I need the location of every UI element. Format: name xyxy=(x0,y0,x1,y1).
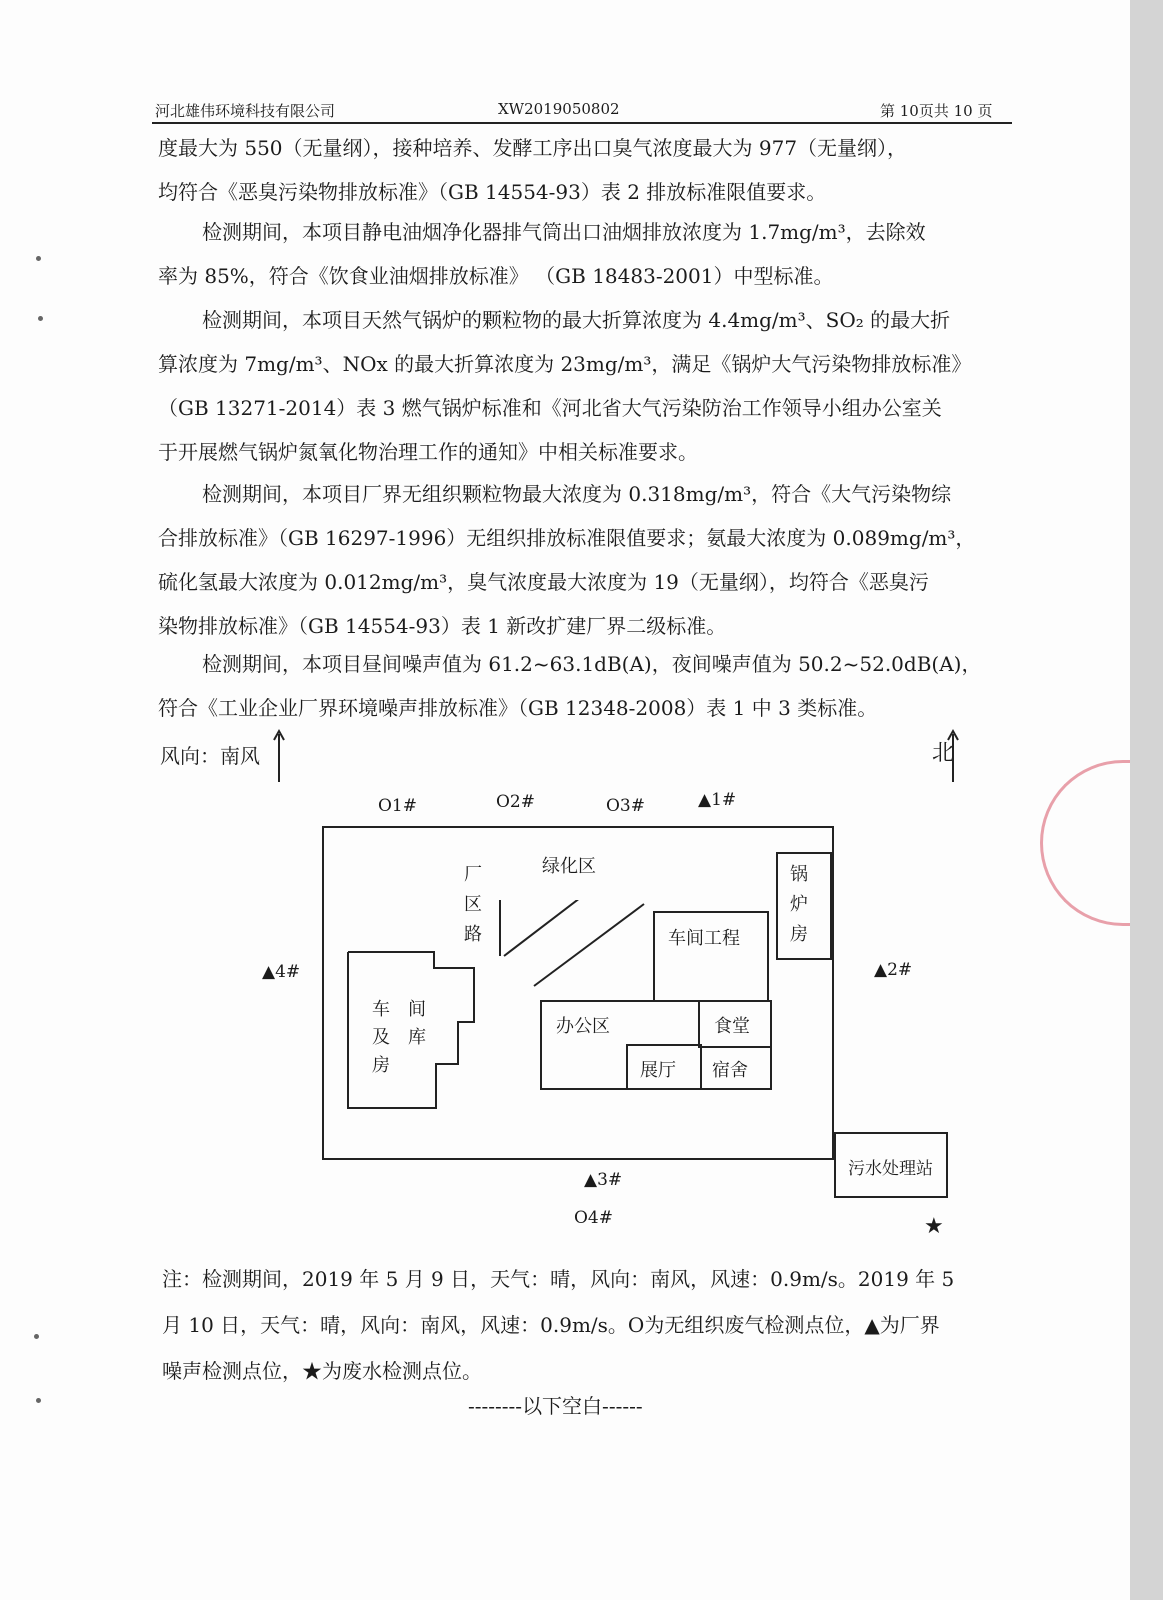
text-line: 算浓度为 7mg/m³、NOx 的最大折算浓度为 23mg/m³，满足《锅炉大气污染物排放标准》 xyxy=(158,352,972,376)
text-line: 月 10 日，天气：晴，风向：南风，风速：0.9m/s。O为无组织废气检测点位，▲为厂界 xyxy=(162,1313,940,1337)
north-arrow-icon xyxy=(946,728,960,784)
text-line: （GB 13271-2014）表 3 燃气锅炉标准和《河北省大气污染防治工作领导小组办公室关 xyxy=(158,396,942,420)
green-area-label: 绿化区 xyxy=(542,856,596,877)
diagram-note xyxy=(162,1256,1022,1394)
scan-speck xyxy=(38,316,43,321)
text-line: 注：检测期间，2019 年 5 月 9 日，天气：晴，风向：南风，风速：0.9m/s。2019 年 5 xyxy=(162,1267,955,1291)
fugitive-gas-point-1: O1# xyxy=(378,796,417,816)
plant-road-label: 厂区路 xyxy=(464,864,482,945)
warehouse-label-line: 房 xyxy=(372,1055,390,1076)
office-area-label: 办公区 xyxy=(556,1016,610,1037)
text-line: 检测期间，本项目天然气锅炉的颗粒物的最大折算浓度为 4.4mg/m³、SO₂ 的最大折 xyxy=(202,308,951,332)
wastewater-point-star-icon: ★ xyxy=(924,1214,944,1239)
wind-arrow-icon xyxy=(272,728,286,784)
text-line: 率为 85%，符合《饮食业油烟排放标准》 （GB 18483-2001）中型标准。 xyxy=(158,264,834,288)
text-line: 染物排放标准》（GB 14554-93）表 1 新改扩建厂界二级标准。 xyxy=(158,614,727,638)
text-line: 合排放标准》（GB 16297-1996）无组织排放标准限值要求；氨最大浓度为 0.089mg/m³， xyxy=(158,526,976,550)
seal-stamp xyxy=(1040,760,1133,926)
end-marker: --------以下空白------ xyxy=(468,1394,643,1418)
text-line: 硫化氢最大浓度为 0.012mg/m³，臭气浓度最大浓度为 19（无量纲），均符合《恶臭污 xyxy=(158,570,929,594)
text-line: 于开展燃气锅炉氮氧化物治理工作的通知》中相关标准要求。 xyxy=(158,440,698,464)
text-line: 检测期间，本项目昼间噪声值为 61.2~63.1dB(A)，夜间噪声值为 50.2~52.0dB(A)， xyxy=(202,652,982,676)
text-line: 均符合《恶臭污染物排放标准》（GB 14554-93）表 2 排放标准限值要求。 xyxy=(158,180,827,204)
warehouse-label xyxy=(372,996,426,1080)
scan-speck xyxy=(34,1334,39,1339)
workshop-label: 车间工程 xyxy=(668,928,740,949)
paragraph-odor xyxy=(158,126,1018,214)
text-line: 度最大为 550（无量纲），接种培养、发酵工序出口臭气浓度最大为 977（无量纲）， xyxy=(158,136,908,160)
sewage-station-label: 污水处理站 xyxy=(848,1159,933,1179)
warehouse-label-line: 及 库 xyxy=(372,1027,426,1048)
paragraph-fugitive xyxy=(158,472,1018,648)
noise-point-4: ▲4# xyxy=(262,962,301,982)
text-line: 噪声检测点位，★为废水检测点位。 xyxy=(162,1359,482,1383)
north-label: 北 xyxy=(932,741,955,766)
text-line: 符合《工业企业厂界环境噪声排放标准》（GB 12348-2008）表 1 中 3 类标准。 xyxy=(158,696,878,720)
header-company: 河北雄伟环境科技有限公司 xyxy=(155,102,336,120)
warehouse-label-line: 车 间 xyxy=(372,999,426,1020)
fugitive-gas-point-3: O3# xyxy=(606,796,645,816)
text-line: 检测期间，本项目厂界无组织颗粒物最大浓度为 0.318mg/m³，符合《大气污染物综 xyxy=(202,482,952,506)
fugitive-gas-point-4: O4# xyxy=(574,1208,613,1228)
boiler-room-label: 锅炉房 xyxy=(790,864,808,945)
paragraph-oil-fume xyxy=(158,210,1018,298)
scan-edge xyxy=(1130,0,1163,1600)
exhibition-hall-label: 展厅 xyxy=(640,1060,676,1081)
paragraph-boiler xyxy=(158,298,1018,474)
noise-point-3: ▲3# xyxy=(584,1170,623,1190)
header-rule xyxy=(152,122,1012,124)
fugitive-gas-point-2: O2# xyxy=(496,792,535,812)
noise-point-2: ▲2# xyxy=(874,960,913,980)
canteen-label: 食堂 xyxy=(714,1016,750,1037)
scan-speck xyxy=(36,256,41,261)
wind-direction-label: 风向：南风 xyxy=(160,744,260,768)
noise-point-1: ▲1# xyxy=(698,790,737,810)
text-line: 检测期间，本项目静电油烟净化器排气筒出口油烟排放浓度为 1.7mg/m³，去除效 xyxy=(202,220,926,244)
dormitory-label: 宿舍 xyxy=(712,1060,748,1081)
paragraph-noise xyxy=(158,642,1018,730)
header-report-number: XW2019050802 xyxy=(498,100,620,118)
header-page-number: 第 10页共 10 页 xyxy=(880,102,993,120)
scan-speck xyxy=(36,1398,41,1403)
